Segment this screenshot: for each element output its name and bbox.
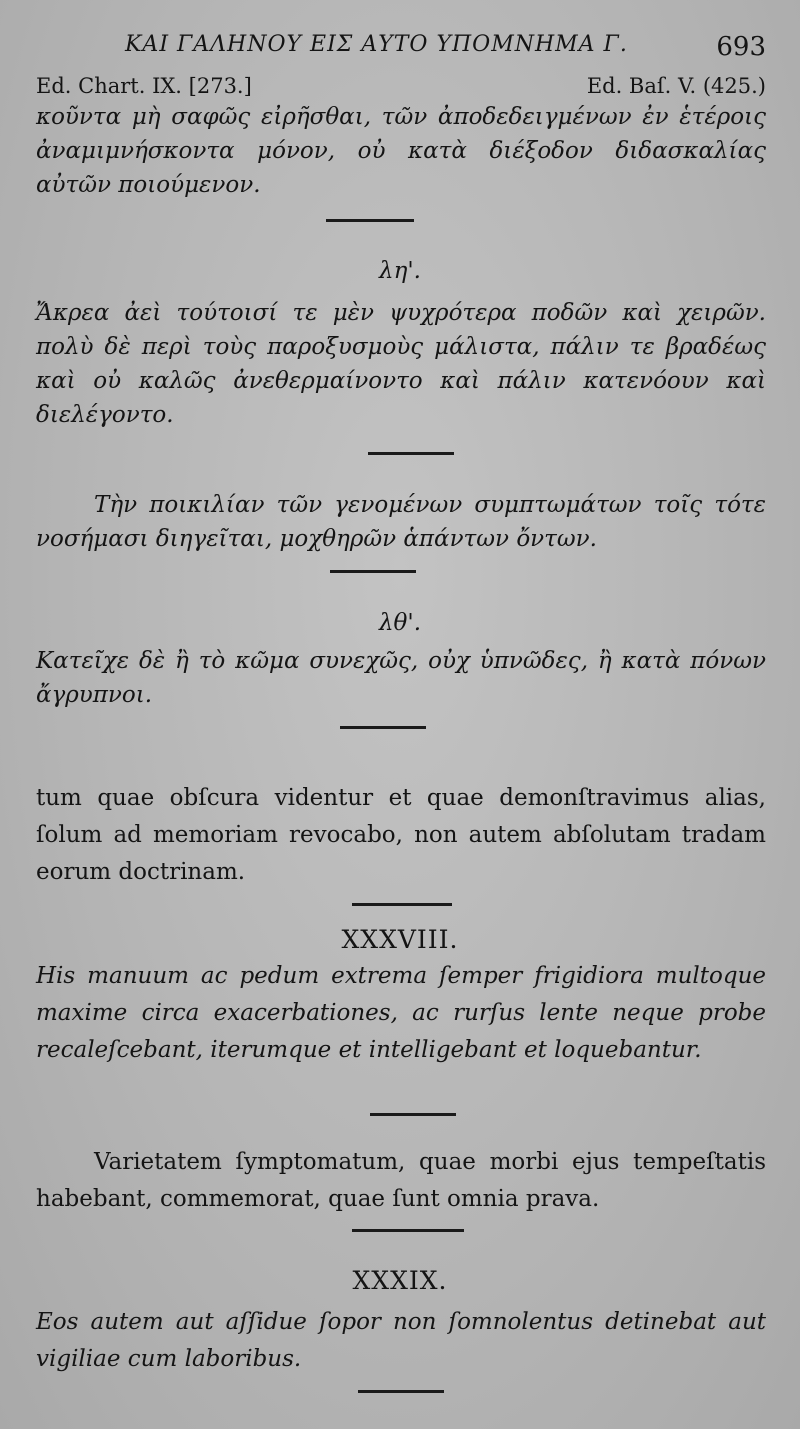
edition-chartier-ref: Ed. Chart. IX. [273.] bbox=[36, 74, 252, 98]
section-divider bbox=[352, 1229, 464, 1232]
greek-section-39 bbox=[36, 644, 766, 712]
greek-commentary-38 bbox=[36, 488, 766, 556]
greek-commentary-38-text: Τὴν ποικιλίαν τῶν γενομένων συμπτωμάτων τοῖς τότε νοσήμασι διηγεῖται, μοχθηρῶν ἁπάντων ὄντων. bbox=[36, 492, 766, 552]
greek-continuation-text: κοῦντα μὴ σαφῶς εἰρῆσθαι, τῶν ἀποδεδειγμένων ἐν ἑτέροις ἀναμιμνήσκοντα μόνον, οὐ κατὰ διέξοδον διδασκαλίας αὐτῶν ποιούμενον. bbox=[36, 104, 766, 198]
page-header bbox=[0, 32, 800, 72]
latin-section-38-text: His manuum ac pedum extrema ſemper frigidiora multoque maxime circa exacerbationes, ac rurſus lente neque probe recaleſcebant, iterumque et intelligebant et loquebantur. bbox=[36, 963, 766, 1063]
edition-references bbox=[36, 74, 766, 102]
section-divider bbox=[370, 1113, 456, 1116]
section-divider bbox=[352, 903, 452, 906]
latin-continuation bbox=[36, 780, 766, 891]
greek-section-38-number: λη'. bbox=[379, 258, 421, 284]
greek-section-38 bbox=[36, 296, 766, 432]
latin-section-39-text: Eos autem aut aſſidue ſopor non ſomnolentus detinebat aut vigiliae cum laboribus. bbox=[36, 1309, 766, 1372]
greek-section-38-text: Ἄκρεα ἀεὶ τούτοισί τε μὲν ψυχρότερα ποδῶν καὶ χειρῶν. πολὺ δὲ περὶ τοὺς παροξυσμοὺς μάλιστα, πάλιν τε βραδέως καὶ οὐ καλῶς ἀνεθερμαίνοντο καὶ πάλιν κατενόουν καὶ διελέγοντο. bbox=[36, 300, 766, 428]
section-divider bbox=[340, 726, 426, 729]
latin-commentary-38 bbox=[36, 1144, 766, 1218]
greek-continuation bbox=[36, 100, 766, 202]
section-divider bbox=[330, 570, 416, 573]
latin-section-39-number: XXXIX. bbox=[352, 1266, 448, 1295]
latin-commentary-38-text: Varietatem ſymptomatum, quae morbi ejus tempeſtatis habebant, commemorat, quae ſunt omnia prava. bbox=[36, 1149, 766, 1212]
section-divider bbox=[358, 1390, 444, 1393]
greek-section-39-text: Κατεῖχε δὲ ἢ τὸ κῶμα συνεχῶς, οὐχ ὑπνῶδες, ἢ κατὰ πόνων ἄγρυπνοι. bbox=[36, 648, 766, 708]
latin-section-39 bbox=[36, 1304, 766, 1378]
latin-continuation-text: tum quae obſcura videntur et quae demonſtravimus alias, ſolum ad memoriam revocabo, non autem abſolutam tradam eorum doctrinam. bbox=[36, 785, 766, 885]
running-title: ΚΑΙ ΓΑΛΗΝΟΥ ΕΙΣ ΑΥΤΟ ΥΠΟΜΝΗΜΑ Γ. bbox=[125, 32, 628, 57]
edition-basel-ref: Ed. Baſ. V. (425.) bbox=[586, 74, 766, 98]
latin-section-38-number: XXXVIII. bbox=[341, 925, 459, 954]
section-divider bbox=[326, 219, 414, 222]
greek-section-39-number: λθ'. bbox=[378, 610, 422, 636]
latin-section-38 bbox=[36, 958, 766, 1069]
section-divider bbox=[368, 452, 454, 455]
page-number: 693 bbox=[716, 32, 766, 62]
